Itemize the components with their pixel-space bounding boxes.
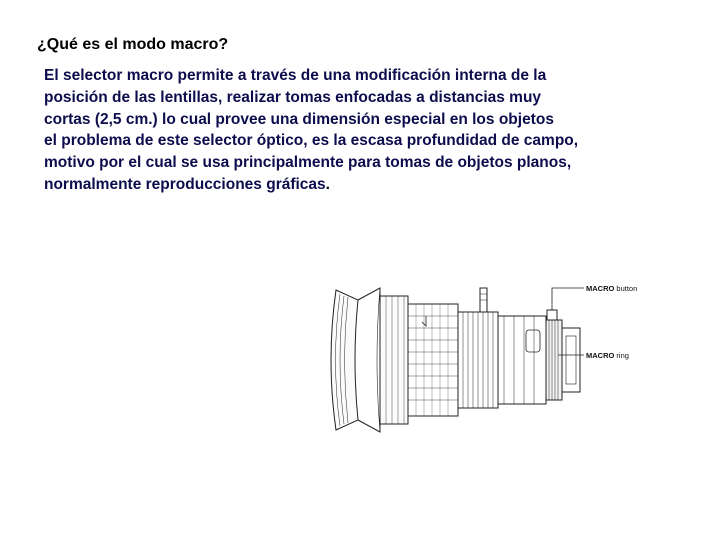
lens-drawing [318,250,678,470]
macro-button-icon [547,310,557,320]
focus-barrel-icon [408,304,458,416]
macro-ring-label: MACRO ring [586,351,629,360]
body-line: El selector macro permite a través de una modificación interna de la [44,67,547,84]
body-line: posición de las lentillas, realizar tomas enfocadas a distancias muy [44,88,542,106]
lens-diagram [318,250,678,470]
body-paragraph [44,65,684,196]
macro-ring-icon [546,320,562,400]
page-title: ¿Qué es el modo macro? [37,36,229,53]
body-line: motivo por el cual se usa principalmente para tomas de objetos planos, [44,154,572,172]
body-line-text: normalmente reproducciones gráficas [44,175,326,193]
macro-button-label: MACRO button [586,284,638,293]
front-ring-icon [380,296,408,424]
body-line: cortas (2,5 cm.) lo cual provee una dimensión especial en los objetos [44,110,554,128]
body-line: el problema de este selector óptico, es la escasa profundidad de campo, [44,132,579,150]
rear-body-icon [498,316,546,404]
lens-mount-icon [562,328,580,392]
end-punctuation: . [325,175,330,193]
body-line-last [44,174,684,196]
